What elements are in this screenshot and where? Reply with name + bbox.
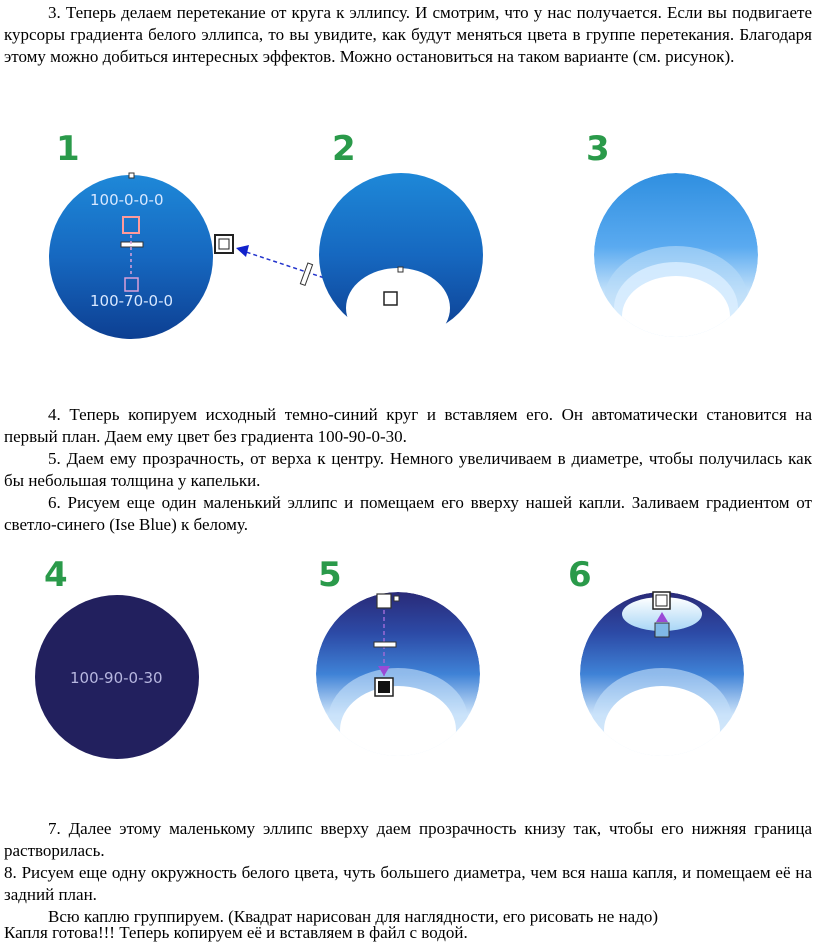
paragraph-step-4: 4. Теперь копируем исходный темно-синий круг и вставляем его. Он автоматически становится на первый план. Даем ему цвет без градиента 100-90-0-30. bbox=[4, 405, 812, 446]
transparency-end-handle-inner bbox=[378, 681, 390, 693]
step-number-4: 4 bbox=[44, 555, 68, 595]
figure-steps-4-6 bbox=[0, 552, 816, 802]
white-ellipse bbox=[346, 268, 450, 348]
paragraph-step-3: 3. Теперь делаем перетекание от круга к эллипсу. И смотрим, что у нас получается. Если вы подвигаете курсоры градиента белого эллипса, то вы увидите, как будут меняться цвета в группе перетекания. Благодаря этому можно добиться интересных эффектов. Можно остановиться на таком варианте (см. рисунок). bbox=[4, 3, 812, 66]
figure-steps-4-6-drawing bbox=[0, 552, 816, 802]
step-number-5: 5 bbox=[318, 555, 342, 595]
paragraph-step-8: 8. Рисуем еще одну окружность белого цвета, чуть большего диаметра, чем вся наша капля, и помещаем её на задний план. bbox=[4, 863, 812, 904]
paragraph-done: Капля готова!!! Теперь копируем её и вставляем в файл с водой. bbox=[4, 923, 468, 942]
paragraph-step-7: 7. Далее этому маленькому эллипс вверху даем прозрачность книзу так, чтобы его нижняя граница растворилась. bbox=[4, 819, 812, 860]
paragraph-step-5: 5. Даем ему прозрачность, от верха к центру. Немного увеличиваем в диаметре, чтобы получилась как бы небольшая толщина у капельки. bbox=[4, 449, 812, 490]
step-number-6: 6 bbox=[568, 555, 592, 595]
paragraph-step-6: 6. Рисуем еще один маленький эллипс и помещаем его вверху нашей капли. Заливаем градиентом от светло-синего (Ise Blue) к белому. bbox=[4, 493, 812, 534]
paragraph-group: Всю каплю группируем. (Квадрат нарисован для наглядности, его рисовать не надо) bbox=[48, 907, 659, 926]
transparent-circle-5 bbox=[316, 592, 480, 774]
node-handle-5[interactable] bbox=[394, 596, 399, 601]
blend-arrowhead bbox=[236, 245, 249, 257]
step-number-2: 2 bbox=[332, 129, 356, 169]
step-number-3: 3 bbox=[586, 129, 610, 169]
blend-result-circle-3 bbox=[594, 173, 758, 352]
highlight-gradient-end-handle[interactable] bbox=[655, 623, 669, 637]
blend-end-handle[interactable] bbox=[384, 292, 397, 305]
figure-steps-1-3-drawing bbox=[0, 112, 816, 352]
node-handle[interactable] bbox=[129, 173, 134, 178]
blend-start-handle[interactable] bbox=[215, 235, 233, 253]
bottom-color-label: 100-70-0-0 bbox=[90, 292, 174, 310]
fill-color-label: 100-90-0-30 bbox=[70, 669, 163, 687]
ellipse-node-handle[interactable] bbox=[398, 267, 403, 272]
transparency-midpoint-slider[interactable] bbox=[374, 642, 396, 647]
step-number-1: 1 bbox=[56, 129, 80, 169]
top-color-label: 100-0-0-0 bbox=[90, 191, 164, 209]
blend-acceleration-slider[interactable] bbox=[300, 263, 312, 285]
gradient-midpoint-slider[interactable] bbox=[121, 242, 143, 247]
figure-steps-1-3 bbox=[0, 112, 816, 352]
transparency-start-handle[interactable] bbox=[377, 594, 391, 608]
